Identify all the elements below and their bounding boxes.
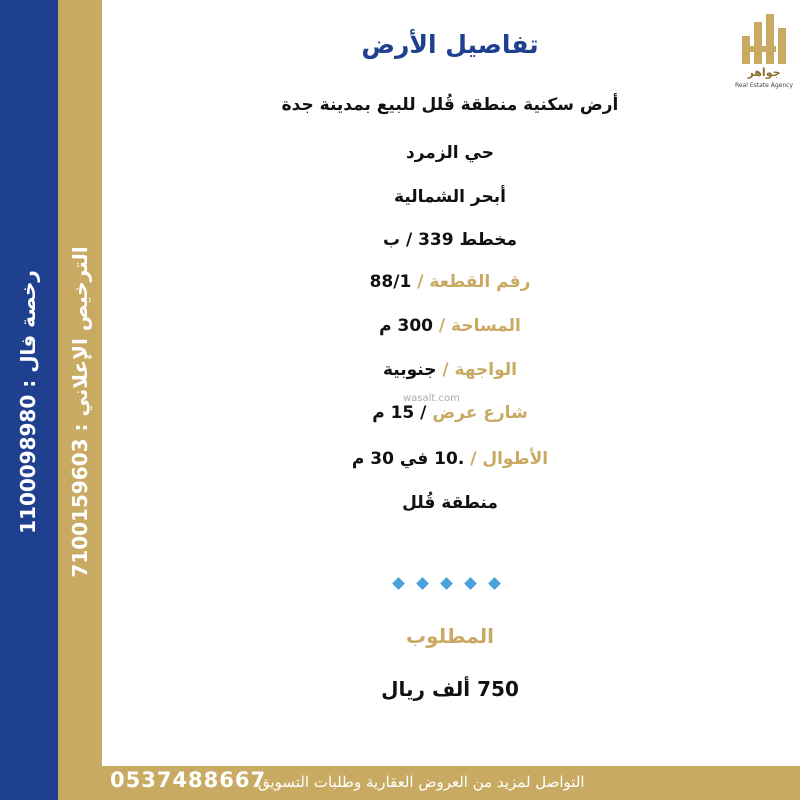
logo-subtitle: Real Estate Agency <box>735 82 793 89</box>
detail-line-3: أبحر الشمالية <box>394 187 506 207</box>
street-row <box>200 403 700 423</box>
detail-line-2: حي الزمرد <box>406 143 494 163</box>
diamond-icon <box>464 577 477 590</box>
street-label: شارع عرض <box>432 403 528 423</box>
plot-number-value: 88/1 <box>369 272 412 292</box>
area-label: المساحة / <box>438 316 521 336</box>
phone-number[interactable]: 0537488667 <box>110 768 267 792</box>
watermark-text: wasalt.com <box>403 393 460 404</box>
detail-line-4: مخطط 339 / ب <box>382 230 518 250</box>
dimensions-label: الأطوال / <box>470 449 549 469</box>
dimensions-row <box>200 449 700 469</box>
area-row <box>200 316 700 336</box>
diamond-icon <box>488 577 501 590</box>
page-title: تفاصيل الأرض <box>361 30 539 59</box>
facade-label: الواجهة / <box>442 360 517 380</box>
required-label: المطلوب <box>405 624 495 648</box>
detail-line-1: أرض سكنية منطقة قُلل للبيع بمدينة جدة <box>281 95 619 115</box>
zone-line: منطقة قُلل <box>402 493 498 513</box>
diamond-icon <box>392 577 405 590</box>
diamond-icon <box>416 577 429 590</box>
area-value: 300 م <box>379 316 433 336</box>
logo-name: جواهر <box>747 66 781 79</box>
diamond-icon <box>440 577 453 590</box>
facade-row <box>200 360 700 380</box>
plot-number-label: رقم القطعة / <box>417 272 531 292</box>
plot-number-row <box>200 272 700 292</box>
ad-license-text: الترخيص الإعلاني : 7100159603 <box>68 246 92 578</box>
facade-value: جنوبية <box>382 360 437 380</box>
street-value: / 15 م <box>372 403 427 423</box>
diamond-divider <box>390 577 510 593</box>
price-value: 750 ألف ريال <box>381 677 519 701</box>
contact-text: التواصل لمزيد من العروض العقارية وطلبات التسويق <box>258 773 585 791</box>
dimensions-value: .10 في 30 م <box>351 449 465 469</box>
fal-license-text: رخصة فال : 1100098980 <box>16 270 40 534</box>
